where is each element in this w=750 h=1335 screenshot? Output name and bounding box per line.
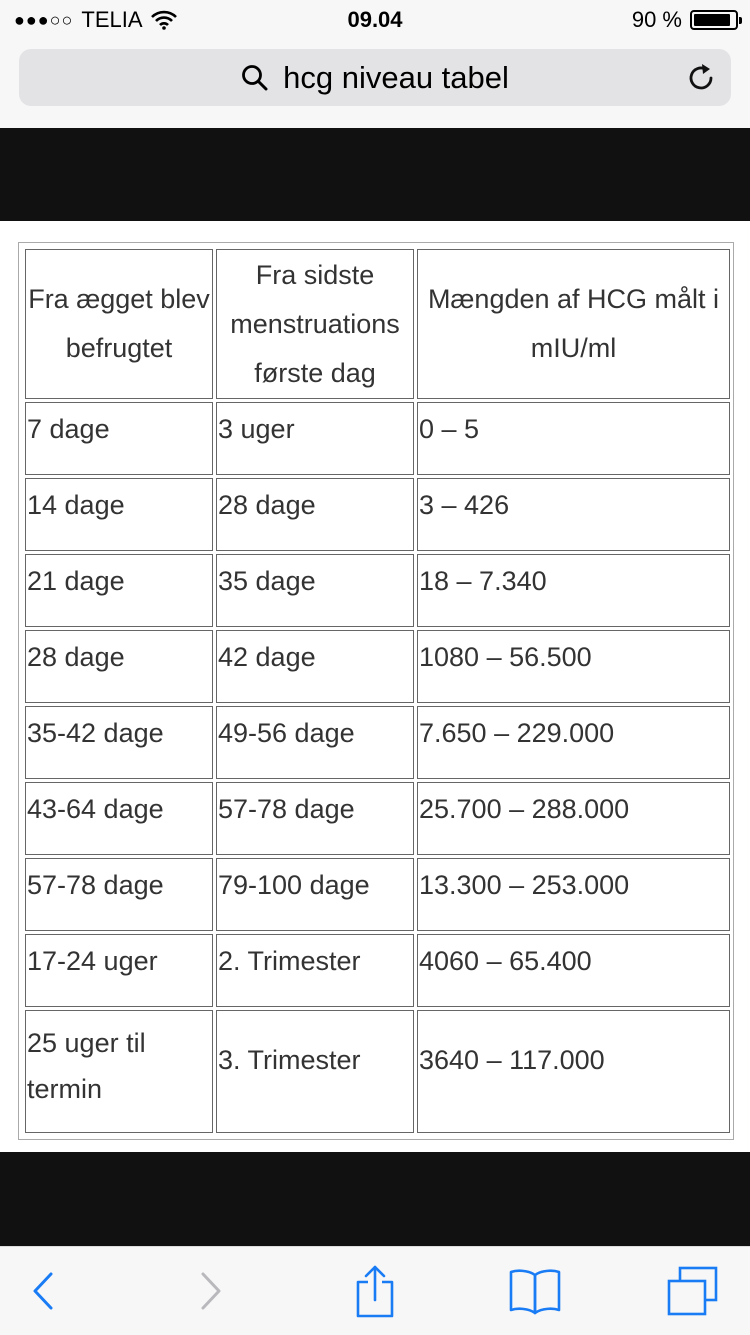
hcg-table-container: [18, 242, 734, 1140]
cell-hcg: 4060 – 65.400: [417, 934, 730, 1007]
header-fertilized: Fra ægget blev befrugtet: [25, 249, 213, 399]
status-time: 09.04: [347, 7, 403, 32]
url-text[interactable]: hcg niveau tabel: [283, 59, 509, 95]
table-row: [25, 706, 730, 779]
battery-fill: [694, 14, 730, 26]
cell-fertilized: 43-64 dage: [25, 782, 213, 855]
black-banner-bottom: [0, 1152, 750, 1246]
forward-button[interactable]: [180, 1247, 242, 1335]
cell-fertilized: 25 uger til termin: [25, 1010, 213, 1133]
cell-last-period: 79-100 dage: [216, 858, 414, 931]
cell-fertilized: 14 dage: [25, 478, 213, 551]
status-right: [632, 7, 738, 33]
cell-last-period: 3 uger: [216, 402, 414, 475]
header-hcg-amount: Mængden af HCG målt i mIU/ml: [417, 249, 730, 399]
reload-icon[interactable]: [685, 62, 717, 94]
cell-last-period: 49-56 dage: [216, 706, 414, 779]
table-row: [25, 858, 730, 931]
search-icon: [241, 64, 269, 92]
cell-hcg: 3 – 426: [417, 478, 730, 551]
cell-fertilized: 35-42 dage: [25, 706, 213, 779]
browser-address-area: [0, 40, 750, 128]
bookmarks-button[interactable]: [502, 1247, 568, 1335]
cell-hcg: 1080 – 56.500: [417, 630, 730, 703]
cell-fertilized: 7 dage: [25, 402, 213, 475]
cell-last-period: 3. Trimester: [216, 1010, 414, 1133]
table-row: [25, 554, 730, 627]
cell-hcg: 18 – 7.340: [417, 554, 730, 627]
tabs-icon: [666, 1265, 720, 1317]
cell-fertilized: 17-24 uger: [25, 934, 213, 1007]
chevron-left-icon: [31, 1271, 55, 1311]
table-row: [25, 782, 730, 855]
carrier-name: TELIA: [81, 7, 143, 32]
cell-fertilized: 57-78 dage: [25, 858, 213, 931]
book-icon: [508, 1267, 562, 1315]
cell-fertilized: 28 dage: [25, 630, 213, 703]
cell-last-period: 57-78 dage: [216, 782, 414, 855]
header-last-period: Fra sidste menstruations første dag: [216, 249, 414, 399]
cell-hcg: 3640 – 117.000: [417, 1010, 730, 1133]
table-row: [25, 402, 730, 475]
table-row: [25, 934, 730, 1007]
table-row: [25, 630, 730, 703]
cell-last-period: 28 dage: [216, 478, 414, 551]
status-bar: [0, 0, 750, 40]
back-button[interactable]: [12, 1247, 74, 1335]
address-content[interactable]: [19, 49, 731, 106]
battery-percent: 90 %: [631, 7, 682, 32]
cell-hcg: 0 – 5: [417, 402, 730, 475]
browser-toolbar: [0, 1246, 750, 1335]
cell-hcg: 25.700 – 288.000: [417, 782, 730, 855]
table-header-row: [25, 249, 730, 399]
table-row: [25, 1010, 730, 1133]
signal-dots-icon: ●●●○○: [14, 9, 74, 30]
share-button[interactable]: [344, 1247, 406, 1335]
hcg-level-table: [22, 246, 733, 1136]
tabs-button[interactable]: [660, 1247, 726, 1335]
share-icon: [354, 1264, 396, 1318]
cell-last-period: 2. Trimester: [216, 934, 414, 1007]
cell-last-period: 42 dage: [216, 630, 414, 703]
table-row: [25, 478, 730, 551]
black-banner-top: [0, 128, 750, 221]
cell-hcg: 7.650 – 229.000: [417, 706, 730, 779]
cell-fertilized: 21 dage: [25, 554, 213, 627]
battery-icon: [690, 10, 738, 30]
cell-hcg: 13.300 – 253.000: [417, 858, 730, 931]
cell-last-period: 35 dage: [216, 554, 414, 627]
chevron-right-icon: [199, 1271, 223, 1311]
address-bar[interactable]: [19, 49, 731, 106]
